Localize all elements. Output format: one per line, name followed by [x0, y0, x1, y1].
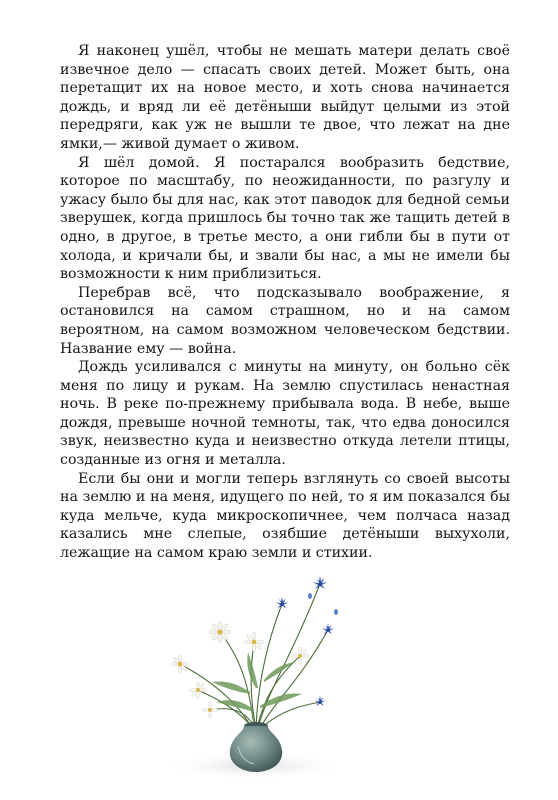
flower-vase-illustration — [150, 560, 360, 782]
vase — [230, 722, 282, 772]
cornflower-flowers — [276, 576, 338, 706]
paragraph-5: Если бы они и могли теперь взглянуть со своей высоты на землю и на меня, идущего по ней, то я им показался бы куда мельче, куда микроскопичнее, чем полчаса назад казались мне слепые, озябшие детёныши выхухоли, лежащие на самом краю земли и стихии. — [60, 470, 510, 562]
paragraph-2: Я шёл домой. Я постарался вообразить бедствие, которое по масштабу, по неожиданности, по разгулу и ужасу было бы для нас, как этот паводок для бедной семьи зверушек, когда пришлось бы точно так же тащить детей в одно, в другое, в третье место, а они гибли бы в пути от холода, и кричали бы, и звали бы нас, а мы не имели бы возможности к ним приблизиться. — [60, 154, 510, 283]
paragraph-1: Я наконец ушёл, чтобы не мешать матери делать своё извечное дело — спасать своих детей. Может быть, она перетащит их на новое место, и хоть снова начинается дождь, и вряд ли её детёныши выйдут целыми из этой передряги, как уж не вышли те двое, что лежат на дне ямки,— живой думает о живом. — [60, 43, 510, 152]
page-text — [60, 42, 510, 563]
paragraph-3: Перебрав всё, что подсказывало воображение, я остановился на самом страшном, но и на самом вероятном, на самом возможном человеческом бедствии. Название ему — война. — [60, 284, 510, 357]
leaves — [212, 652, 302, 712]
paragraph-4: Дождь усиливался с минуты на минуту, он больно сёк меня по лицу и рукам. На землю спустилась ненастная ночь. В реке по-прежнему прибывала вода. В небе, выше дождя, превыше ночной темноты, так, что едва доносился звук, неизвестно куда и неизвестно откуда летели птицы, созданные из огня и металла. — [60, 359, 510, 469]
